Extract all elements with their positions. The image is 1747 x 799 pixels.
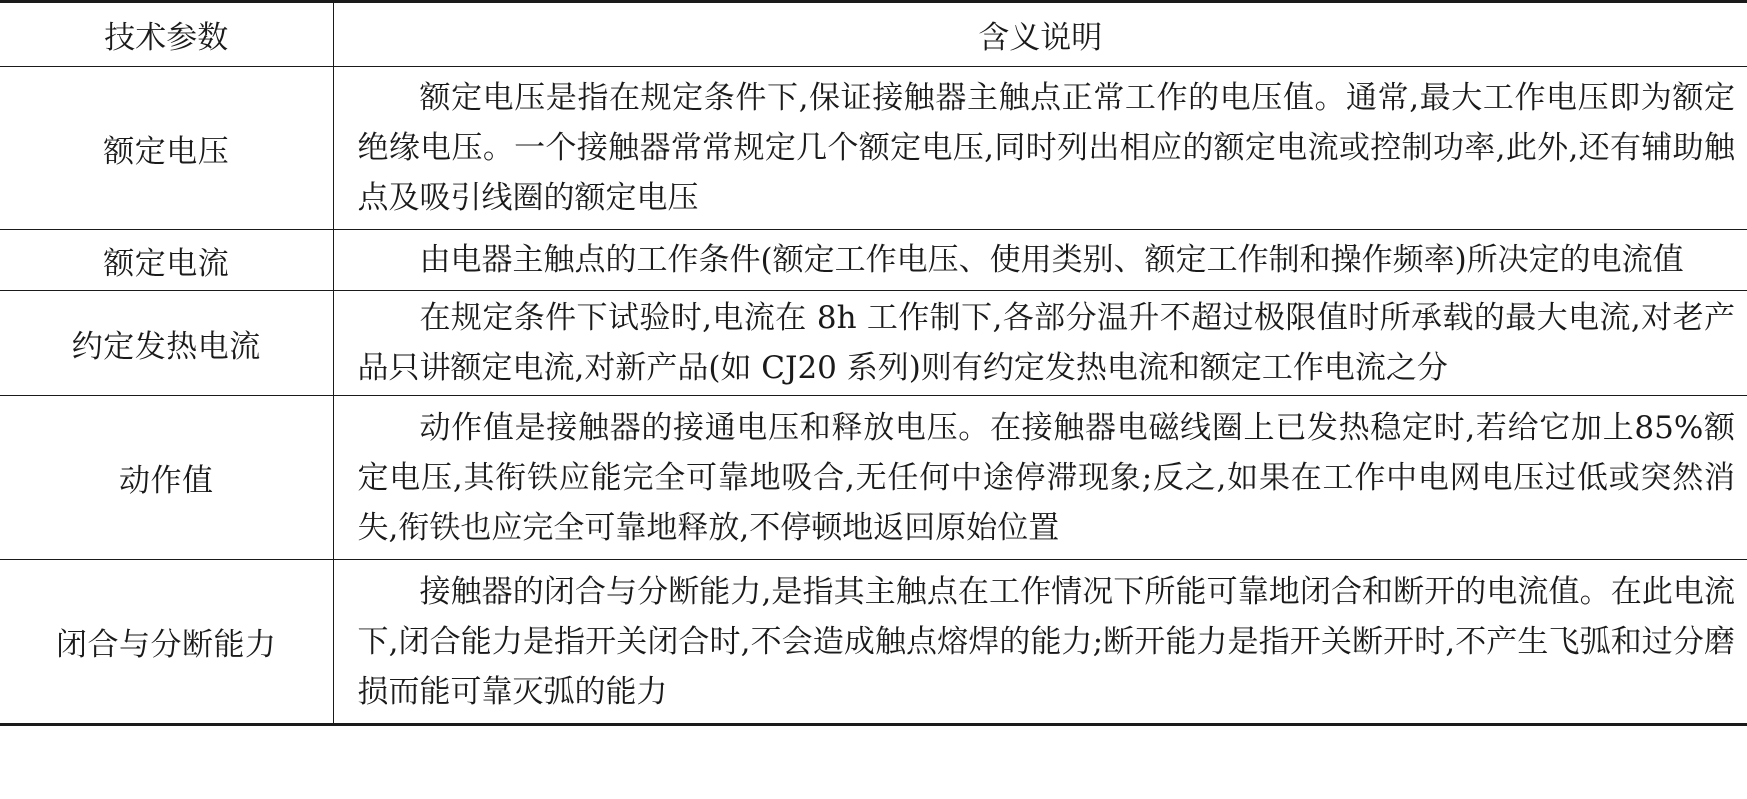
table-row [0,291,1747,396]
table-row [0,230,1747,291]
param-name-cell: 约定发热电流 [0,291,333,396]
table-header-row [0,2,1747,67]
param-description-cell: 动作值是接触器的接通电压和释放电压。在接触器电磁线圈上已发热稳定时,若给它加上85%额定电压,其衔铁应能完全可靠地吸合,无任何中途停滞现象;反之,如果在工作中电网电压过低或突然消失,衔铁也应完全可靠地释放,不停顿地返回原始位置 [333,396,1747,560]
header-meaning-description: 含义说明 [333,2,1747,67]
param-name-cell: 额定电压 [0,67,333,230]
param-name-cell: 额定电流 [0,230,333,291]
param-description-cell: 由电器主触点的工作条件(额定工作电压、使用类别、额定工作制和操作频率)所决定的电流值 [333,230,1747,291]
param-name-cell: 动作值 [0,396,333,560]
param-name-cell: 闭合与分断能力 [0,560,333,725]
header-technical-parameter: 技术参数 [0,2,333,67]
param-description-cell: 在规定条件下试验时,电流在 8h 工作制下,各部分温升不超过极限值时所承载的最大电流,对老产品只讲额定电流,对新产品(如 CJ20 系列)则有约定发热电流和额定工作电流之分 [333,291,1747,396]
table-row [0,396,1747,560]
param-description-cell: 额定电压是指在规定条件下,保证接触器主触点正常工作的电压值。通常,最大工作电压即为额定绝缘电压。一个接触器常常规定几个额定电压,同时列出相应的额定电流或控制功率,此外,还有辅助触点及吸引线圈的额定电压 [333,67,1747,230]
table-row [0,560,1747,725]
table-row [0,67,1747,230]
param-description-cell: 接触器的闭合与分断能力,是指其主触点在工作情况下所能可靠地闭合和断开的电流值。在此电流下,闭合能力是指开关闭合时,不会造成触点熔焊的能力;断开能力是指开关断开时,不产生飞弧和过分磨损而能可靠灭弧的能力 [333,560,1747,725]
